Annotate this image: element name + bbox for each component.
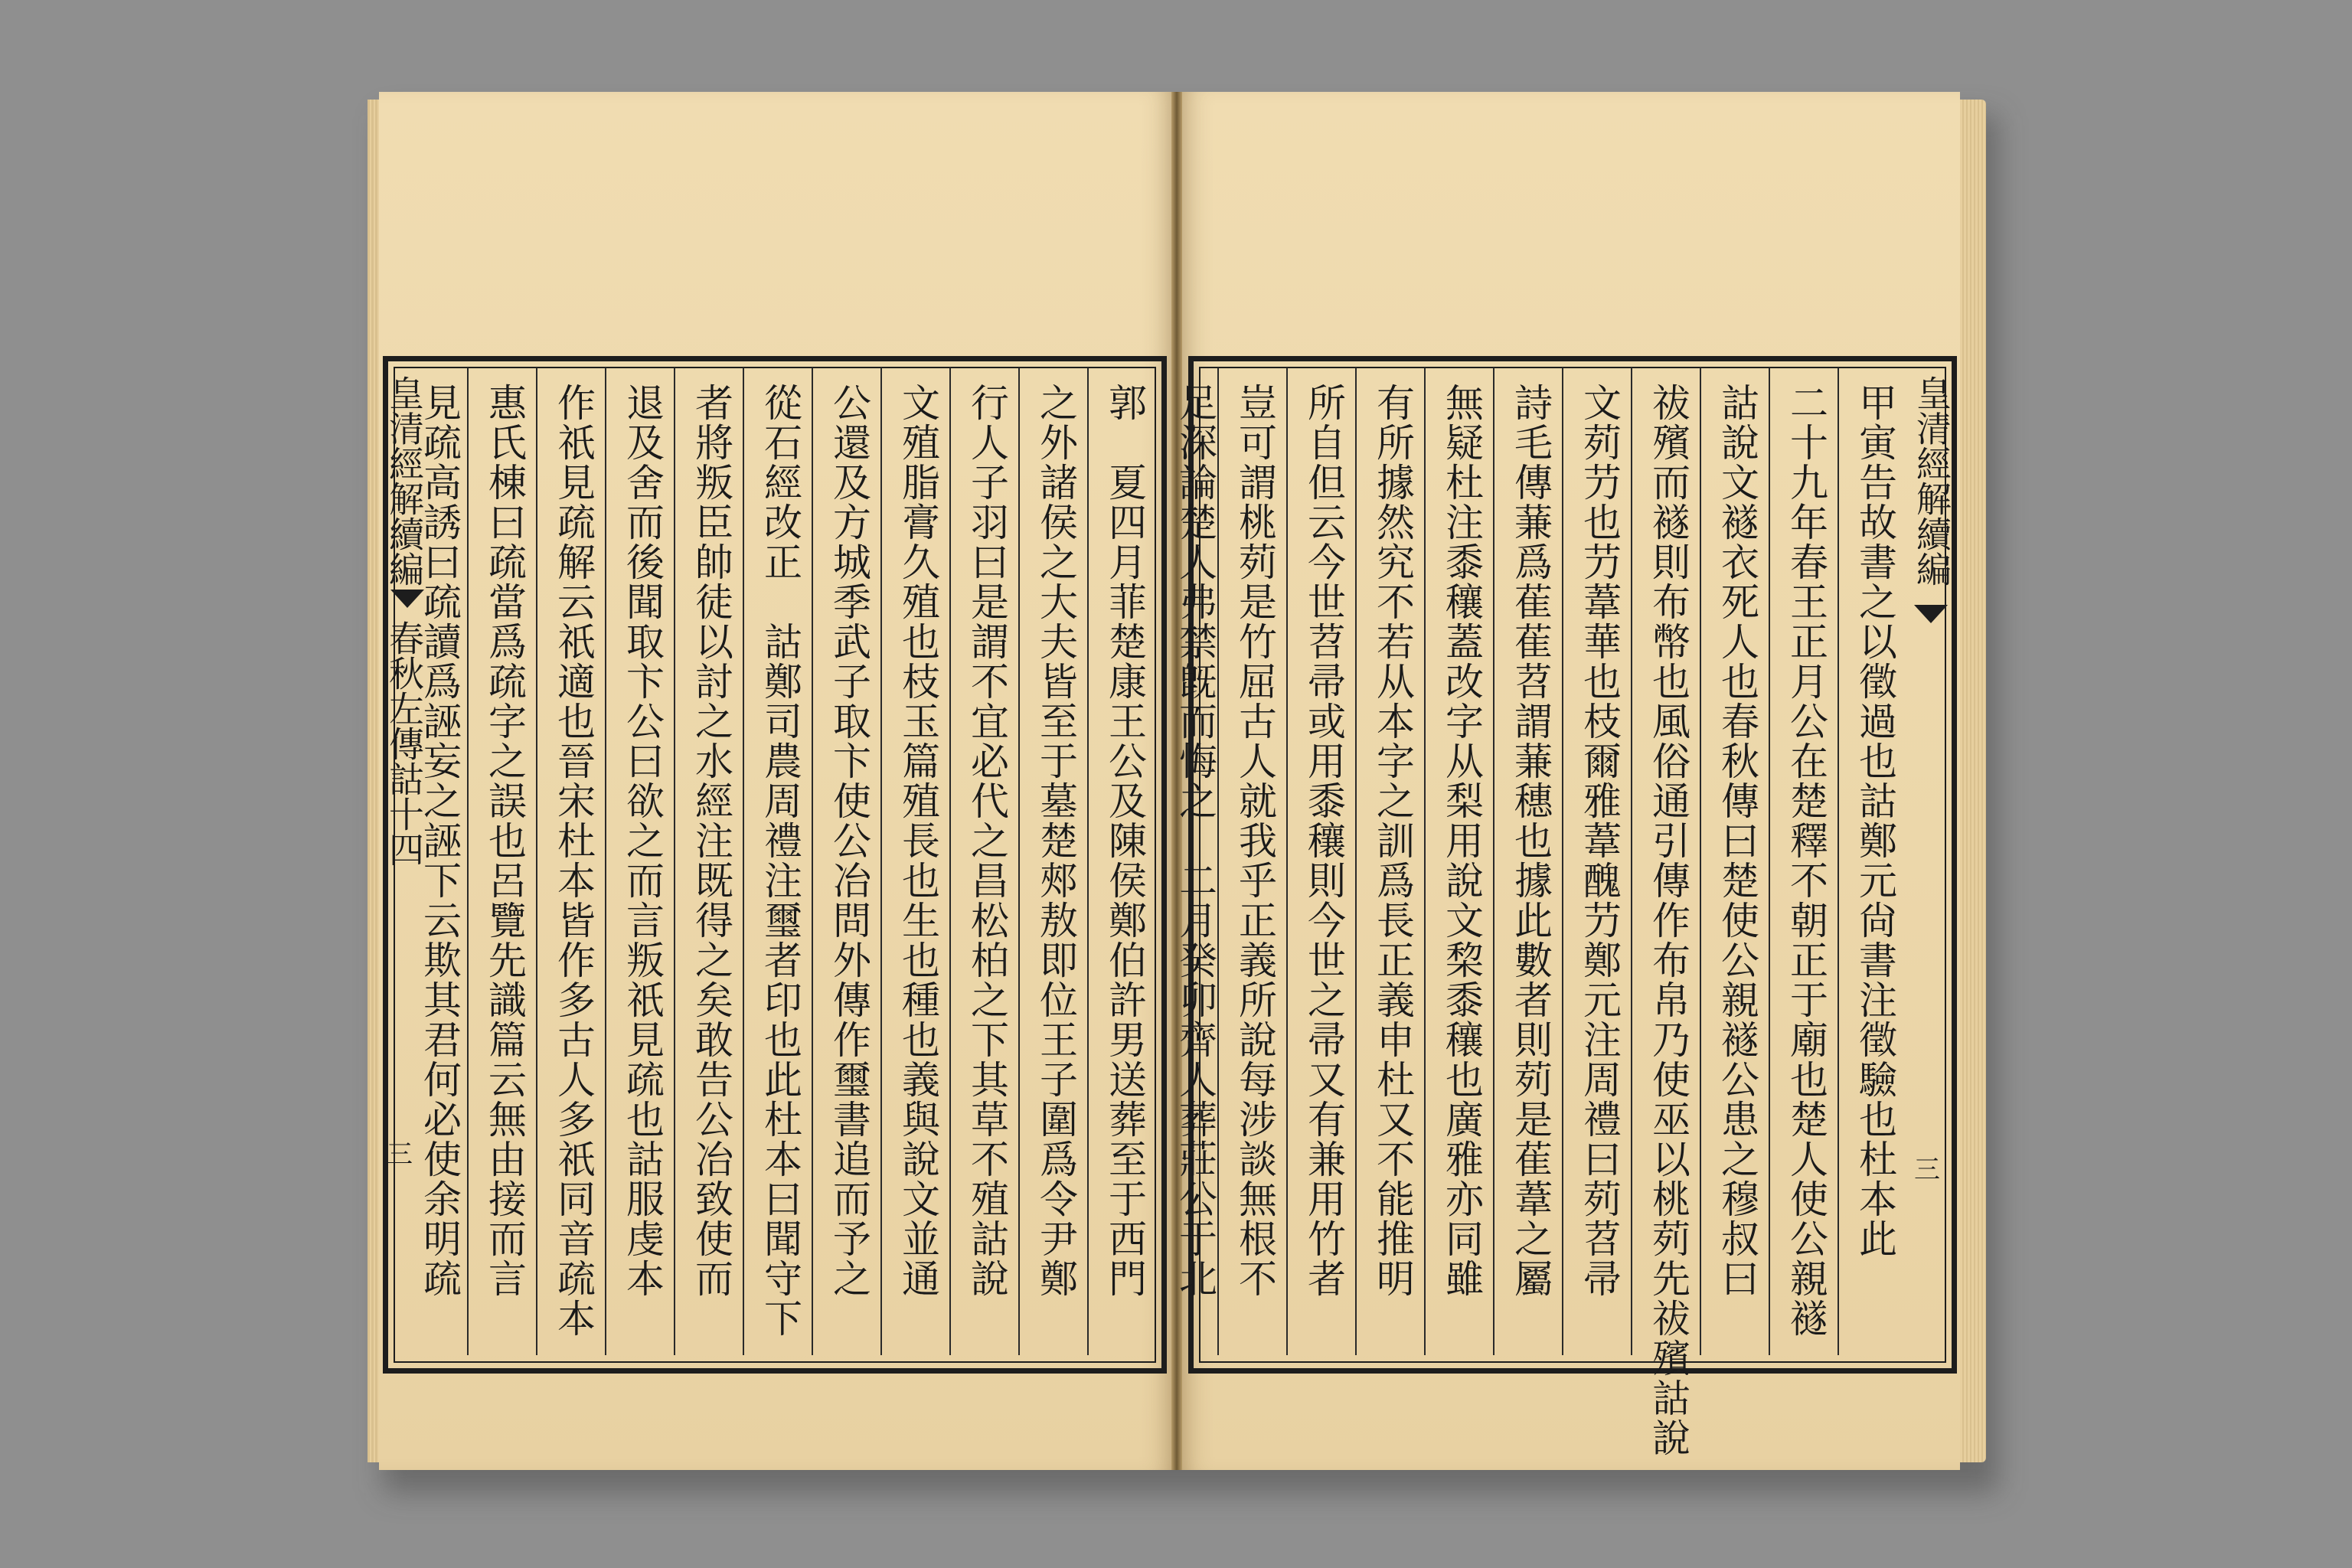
right-column-7: 無疑杜注黍穰蓋改字从梨用說文棃黍穰也廣雅亦同雖 [1439,383,1484,1298]
left-spine-chapter: 春秋左傳詁十四 [384,620,425,867]
right-column-6: 詩毛傳蒹爲萑萑苕謂蒹穗也據此數者則茢是萑葦之屬 [1508,383,1553,1298]
left-column-9: 作祇見疏解云祇適也晉宋杜本皆作多古人多祇同音疏本 [551,383,596,1338]
left-column-rule [674,368,675,1355]
left-column-rule [1018,368,1020,1355]
left-column-2: 之外諸侯之大夫皆至于墓楚郟敖即位王子圍爲令尹鄭 [1034,383,1078,1298]
right-column-rule [1562,368,1563,1355]
left-column-7: 者將叛臣帥徒以討之水經注既得之矣敢告公冶致使而 [689,383,733,1298]
left-column-rule [880,368,882,1355]
right-column-rule [1493,368,1494,1355]
right-column-rule [1286,368,1288,1355]
left-column-8: 退及舍而後聞取卞公曰欲之而言叛祇見疏也詁服虔本 [620,383,665,1298]
right-column-1: 甲寅告故書之以徵過也詁鄭元尙書注徵驗也杜本此 [1853,383,1897,1259]
right-column-rule [1424,368,1426,1355]
left-column-rule [536,368,537,1355]
book-page-edges [1960,100,1986,1462]
right-page-number: 三 [1914,1155,1940,1185]
right-column-2: 二十九年春王正月公在楚釋不朝正于廟也楚人使公親襚 [1784,383,1828,1338]
right-fishtail-mark [1914,605,1948,623]
right-column-rule [1838,368,1839,1355]
left-column-4: 文殖脂膏久殖也枝玉篇殖長也生也種也義與說文並通 [896,383,940,1298]
left-column-rule [812,368,813,1355]
left-column-rule [743,368,744,1355]
right-column-3: 詁說文襚衣死人也春秋傳曰楚使公親襚公患之穆叔曰 [1715,383,1759,1298]
right-column-rule [1700,368,1701,1355]
left-column-1: 郭 夏四月菲楚康王公及陳侯鄭伯許男送葬至于西門 [1102,383,1147,1298]
right-column-11: 足深論楚人弗禁旣而悔之 二月癸卯齊人葬莊公于北 [1173,383,1217,1298]
left-column-5: 公還及方城季武子取卞使公冶問外傳作璽書追而予之 [827,383,871,1298]
right-column-rule [1355,368,1357,1355]
left-column-rule [605,368,606,1355]
left-column-rule [467,368,469,1355]
right-column-8: 有所據然究不若从本字之訓爲長正義申杜又不能推明 [1370,383,1415,1298]
right-column-rule [1217,368,1219,1355]
left-column-11: 見疏高誘曰疏讀爲誣妄之誣下云欺其君何必使余明疏 [417,383,462,1298]
left-spine-title: 皇清經解續編 [384,375,425,586]
right-column-9: 所自但云今世苕帚或用黍穰則今世之帚又有兼用竹者 [1302,383,1346,1298]
left-page-number: 三 [387,1139,413,1170]
left-column-rule [949,368,951,1355]
right-column-rule [1769,368,1770,1355]
right-column-10: 豈可謂桃茢是竹屈古人就我乎正義所說每涉談無根不 [1233,383,1277,1298]
right-column-rule [1631,368,1632,1355]
left-column-6: 從石經改正 詁鄭司農周禮注璽者印也此杜本曰聞守下 [758,383,802,1338]
right-column-4: 祓殯而襚則布幣也風俗通引傳作布帛乃使巫以桃茢先祓殯詁說 [1646,383,1690,1458]
left-column-10: 惠氏棟曰疏當爲疏字之誤也呂覽先識篇云無由接而言 [482,383,527,1298]
right-column-5: 文茢芀也芀葦華也枝爾雅葦醜芀鄭元注周禮曰茢苕帚 [1577,383,1622,1298]
right-spine-title: 皇清經解續編 [1911,375,1952,586]
left-column-3: 行人子羽曰是謂不宜必代之昌松柏之下其草不殖詁說 [965,383,1009,1298]
left-column-rule [1087,368,1089,1355]
